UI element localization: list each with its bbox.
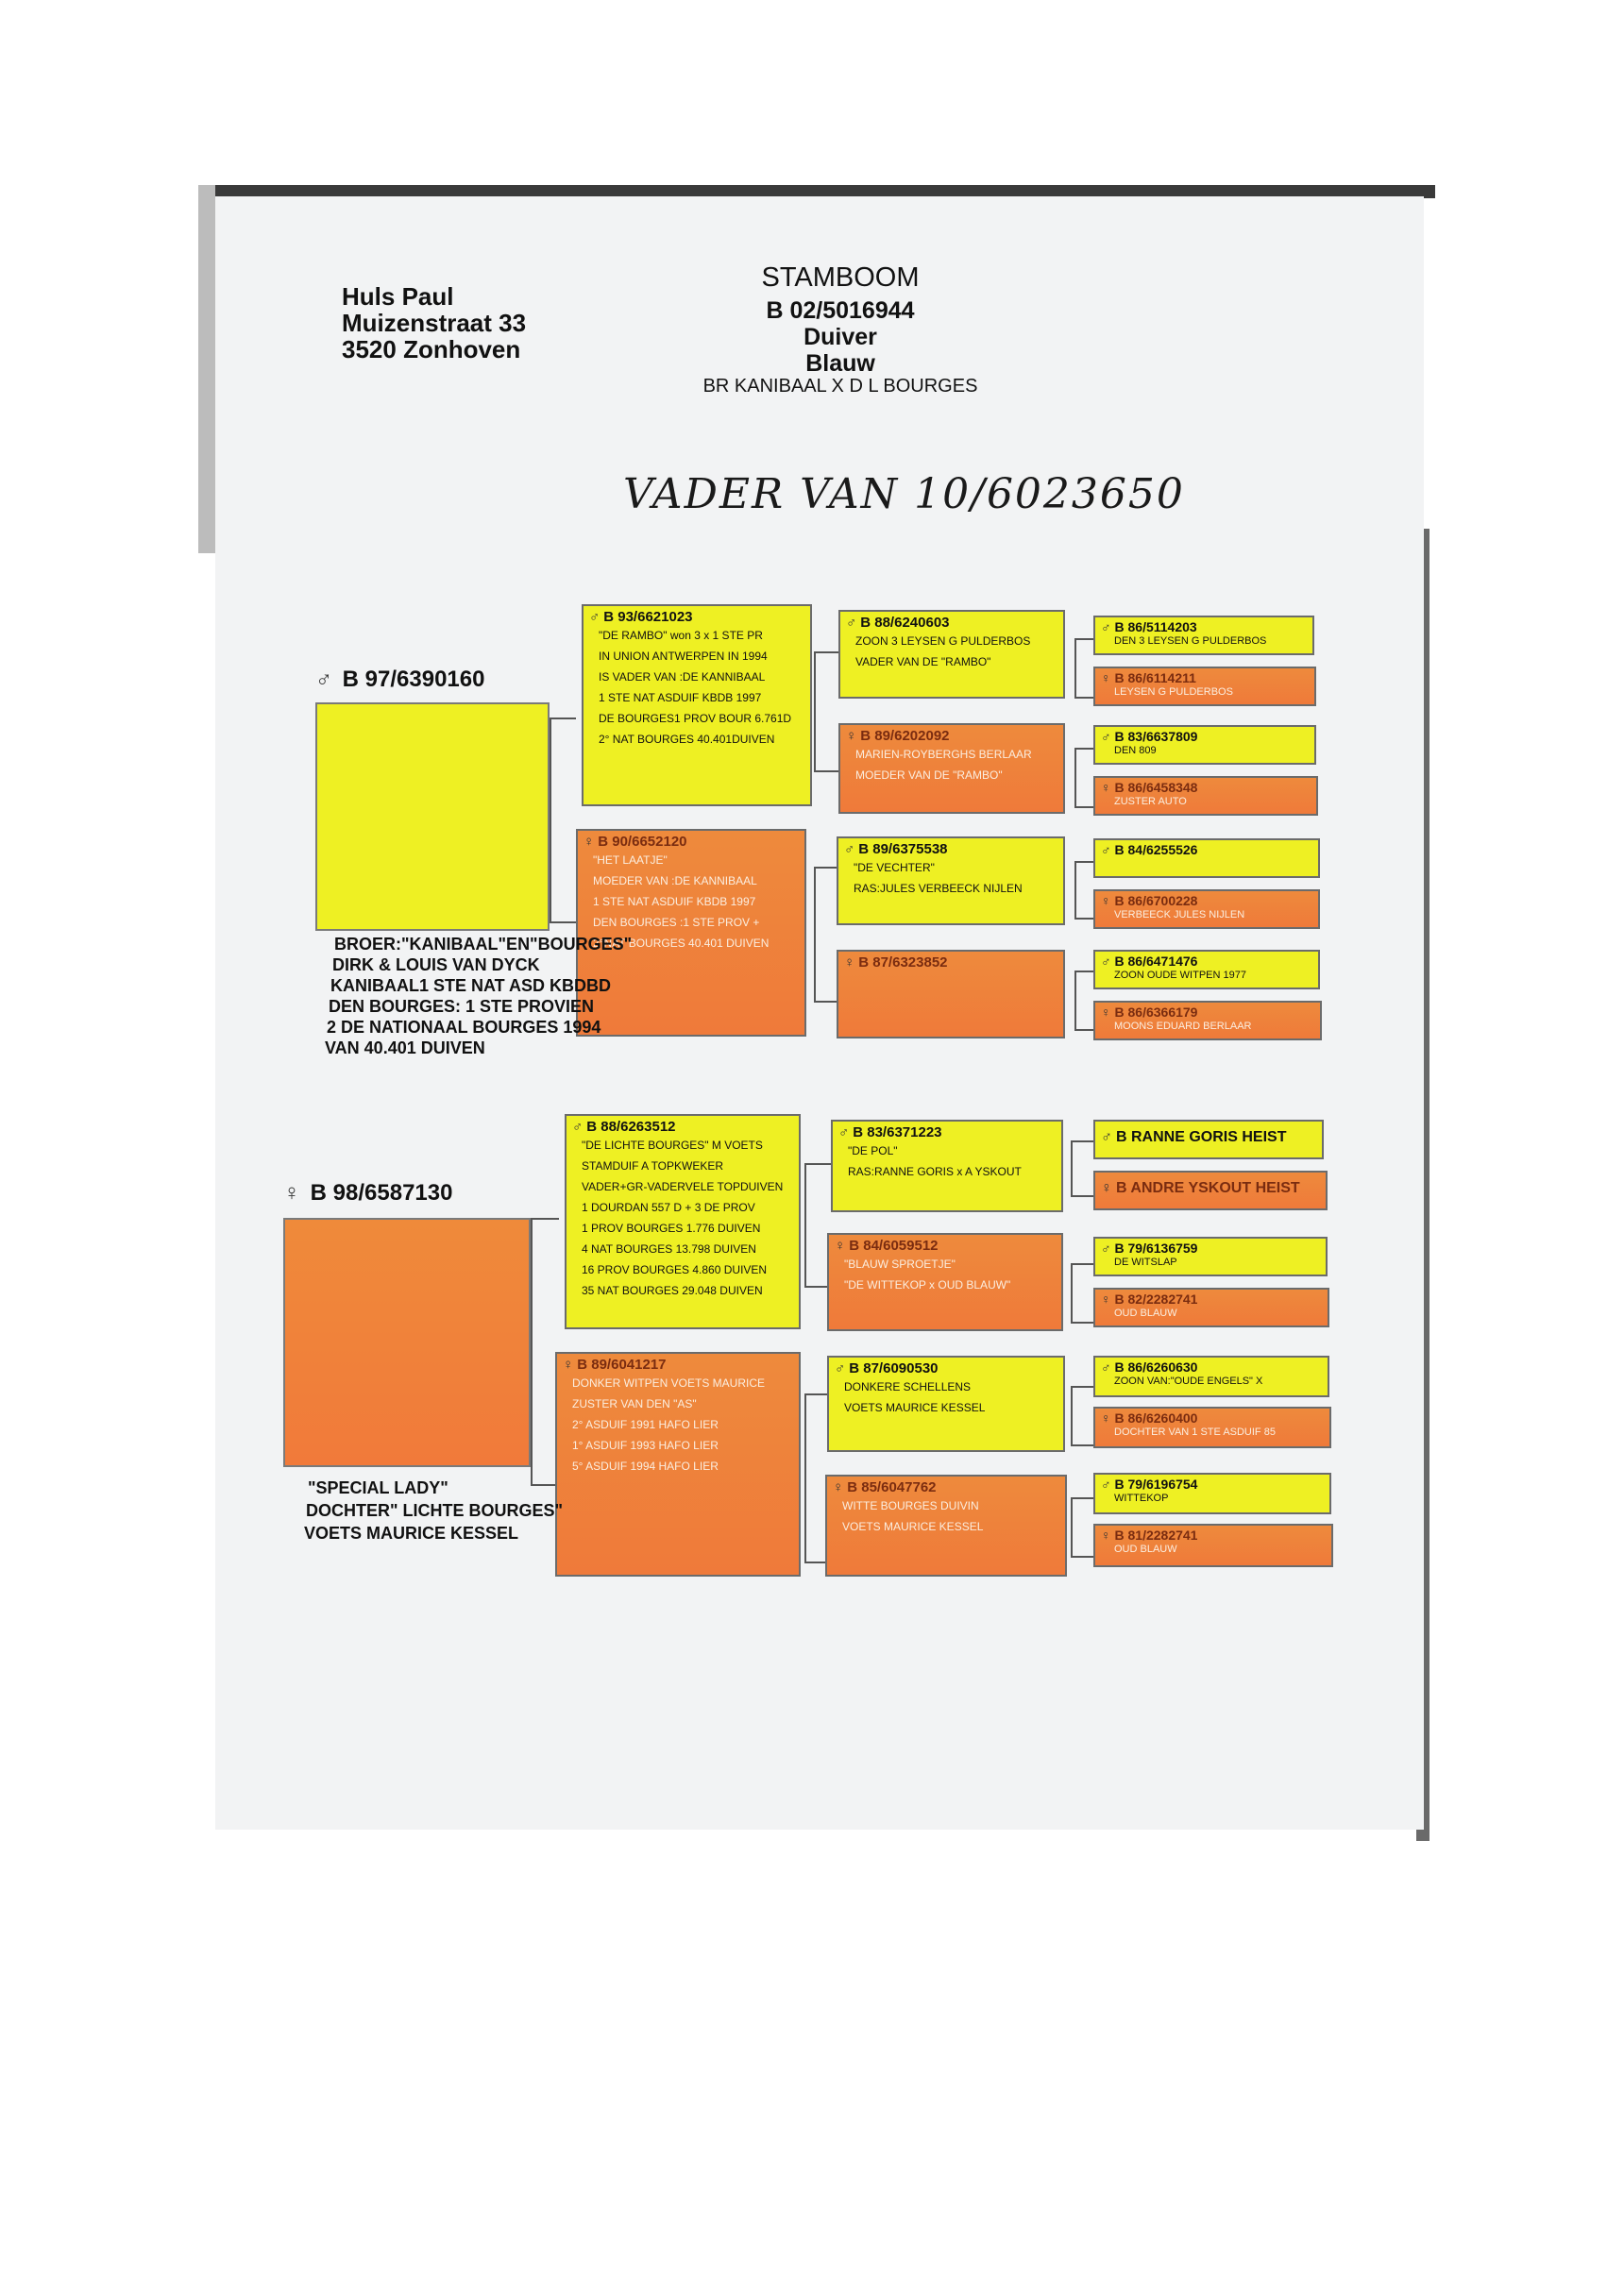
- parent-ring: ♂ B 93/6621023: [589, 609, 693, 625]
- great-grandparent-box: ♀ B 86/6260400 DOCHTER VAN 1 STE ASDUIF 85: [1093, 1407, 1331, 1448]
- parent-box-sire-sire: [582, 604, 812, 806]
- great-grandparent-box: ♂ B 79/6196754 WITTEKOP: [1093, 1473, 1331, 1514]
- parent-line: "DE LICHTE BOURGES" M VOETS: [582, 1139, 763, 1152]
- grandparent-box: ♀ B 85/6047762 WITTE BOURGES DUIVIN VOETS MAURICE KESSEL: [825, 1475, 1067, 1577]
- sire-note-line: DIRK & LOUIS VAN DYCK: [332, 955, 540, 974]
- parent-line: 1 STE NAT ASDUIF KBDB 1997: [599, 691, 762, 704]
- bracket-g7: [1071, 1386, 1095, 1446]
- male-icon: ♂: [315, 667, 332, 692]
- parent-line: 1° ASDUIF 1993 HAFO LIER: [572, 1439, 719, 1452]
- parent-line: "DE RAMBO" won 3 x 1 STE PR: [599, 629, 763, 642]
- parent-line: 4 NAT BOURGES 13.798 DUIVEN: [582, 1242, 756, 1256]
- bracket-g1: [1074, 638, 1095, 699]
- grandparent-line: "DE WITTEKOP x OUD BLAUW": [844, 1278, 1011, 1292]
- owner-name: Huls Paul: [342, 282, 454, 311]
- grandparent-line: RAS:RANNE GORIS x A YSKOUT: [848, 1165, 1022, 1178]
- parent-line: 2° NAT BOURGES 40.401DUIVEN: [599, 733, 775, 746]
- sire-note-line: KANIBAAL1 STE NAT ASD KBDBD: [330, 976, 611, 995]
- subject-color: Blauw: [805, 350, 875, 377]
- male-icon: ♂: [572, 1119, 584, 1135]
- parent-line: MOEDER VAN :DE KANNIBAAL: [593, 874, 757, 887]
- dam-note-line: VOETS MAURICE KESSEL: [304, 1524, 519, 1543]
- bracket-g2: [1074, 748, 1095, 808]
- great-grandparent-box: ♂ B 86/6471476 ZOON OUDE WITPEN 1977: [1093, 950, 1320, 989]
- grandparent-line: RAS:JULES VERBEECK NIJLEN: [854, 882, 1023, 895]
- male-icon: ♂: [835, 1360, 846, 1376]
- male-icon: ♂: [1101, 1477, 1111, 1492]
- parent-line: STAMDUIF A TOPKWEKER: [582, 1159, 724, 1173]
- parent-line: DONKER WITPEN VOETS MAURICE: [572, 1376, 766, 1390]
- great-grandparent-box: ♀ B 86/6114211 LEYSEN G PULDERBOS: [1093, 667, 1316, 706]
- great-grandparent-box: ♂ B 86/6260630 ZOON VAN:"OUDE ENGELS" X: [1093, 1356, 1329, 1397]
- parent-line: DE BOURGES1 PROV BOUR 6.761D: [599, 712, 792, 725]
- parent-line: IN UNION ANTWERPEN IN 1994: [599, 650, 768, 663]
- grandparent-box: ♂ B 88/6240603 ZOON 3 LEYSEN G PULDERBOS VADER VAN DE "RAMBO": [838, 610, 1065, 699]
- owner-city: 3520 Zonhoven: [342, 335, 521, 363]
- dam-note-line: DOCHTER" LICHTE BOURGES": [306, 1501, 564, 1520]
- bracket-g6: [1071, 1263, 1095, 1324]
- document-title: STAMBOOM: [761, 262, 920, 293]
- parent-line: 1 DOURDAN 557 D + 3 DE PROV: [582, 1201, 755, 1214]
- sire-note-line: VAN 40.401 DUIVEN: [325, 1038, 485, 1057]
- female-icon: ♀: [844, 954, 855, 971]
- dam-note-line: "SPECIAL LADY": [308, 1478, 448, 1497]
- subject-sex: Duiver: [804, 324, 877, 350]
- parent-ring: ♂ B 88/6263512: [572, 1119, 676, 1135]
- female-icon: ♀: [563, 1357, 574, 1373]
- parent-line: 5° ASDUIF 1994 HAFO LIER: [572, 1460, 719, 1473]
- sire-note-line: BROER:"KANIBAAL"EN"BOURGES": [334, 935, 633, 954]
- male-icon: ♂: [1101, 1359, 1111, 1375]
- male-icon: ♂: [846, 615, 857, 631]
- sire-note-line: DEN BOURGES: 1 STE PROVIEN: [329, 997, 595, 1016]
- sire-ring: [315, 667, 484, 693]
- male-icon: ♂: [844, 841, 855, 857]
- female-icon: ♀: [283, 1180, 300, 1206]
- grandparent-line: MOEDER VAN DE "RAMBO": [855, 768, 1003, 782]
- grandparent-box: ♂ B 83/6371223 "DE POL" RAS:RANNE GORIS x A YSKOUT: [831, 1120, 1063, 1212]
- dam-photo-box: [283, 1218, 531, 1467]
- great-grandparent-box: ♂ B 84/6255526: [1093, 838, 1320, 878]
- great-grandparent-box: ♀ B 86/6366179 MOONS EDUARD BERLAAR: [1093, 1001, 1322, 1040]
- great-grandparent-box: ♂ B RANNE GORIS HEIST: [1093, 1120, 1324, 1159]
- parent-ring: ♀ B 90/6652120: [584, 834, 687, 850]
- female-icon: ♀: [1101, 893, 1111, 908]
- grandparent-line: MARIEN-ROYBERGHS BERLAAR: [855, 748, 1032, 761]
- great-grandparent-box: ♀ B 82/2282741 OUD BLAUW: [1093, 1288, 1329, 1327]
- female-icon: ♀: [1101, 670, 1111, 685]
- grandparent-line: VADER VAN DE "RAMBO": [855, 655, 991, 668]
- great-grandparent-box: ♀ B ANDRE YSKOUT HEIST: [1093, 1171, 1328, 1210]
- subject-ring-number: B 02/5016944: [766, 297, 915, 324]
- parent-line: DEN BOURGES :1 STE PROV +: [593, 916, 760, 929]
- sire-ring-number: B 97/6390160: [342, 667, 485, 692]
- grandparent-line: "BLAUW SPROETJE": [844, 1258, 956, 1271]
- great-grandparent-box: ♂ B 79/6136759 DE WITSLAP: [1093, 1237, 1328, 1276]
- great-grandparent-box: ♀ B 86/6700228 VERBEECK JULES NIJLEN: [1093, 889, 1320, 929]
- parent-line: 35 NAT BOURGES 29.048 DUIVEN: [582, 1284, 763, 1297]
- parent-line: 2°NAT BOURGES 40.401 DUIVEN: [593, 937, 770, 950]
- parent-line: 1 STE NAT ASDUIF KBDB 1997: [593, 895, 756, 908]
- grandparent-line: VOETS MAURICE KESSEL: [844, 1401, 986, 1414]
- bracket-g8: [1071, 1497, 1095, 1558]
- female-icon: ♀: [1101, 780, 1111, 795]
- parent-line: ZUSTER VAN DEN "AS": [572, 1397, 697, 1410]
- male-icon: ♂: [838, 1124, 850, 1140]
- male-icon: ♂: [1101, 729, 1111, 744]
- parent-line: "HET LAATJE": [593, 853, 668, 867]
- female-icon: ♀: [835, 1238, 846, 1254]
- dam-ring: [283, 1180, 452, 1207]
- male-icon: ♂: [1101, 1241, 1111, 1256]
- parent-line: 2° ASDUIF 1991 HAFO LIER: [572, 1418, 719, 1431]
- grandparent-box: ♀ B 84/6059512 "BLAUW SPROETJE" "DE WITTEKOP x OUD BLAUW": [827, 1233, 1063, 1331]
- grandparent-box: ♀ B 89/6202092 MARIEN-ROYBERGHS BERLAAR MOEDER VAN DE "RAMBO": [838, 723, 1065, 814]
- parent-box-dam-sire: [565, 1114, 801, 1329]
- grandparent-line: "DE VECHTER": [854, 861, 935, 874]
- grandparent-box: ♀ B 87/6323852: [837, 950, 1065, 1038]
- parent-ring: ♀ B 89/6041217: [563, 1357, 667, 1373]
- grandparent-box: ♂ B 87/6090530 DONKERE SCHELLENS VOETS MAURICE KESSEL: [827, 1356, 1065, 1452]
- sire-bracket: [550, 718, 576, 923]
- great-grandparent-box: ♀ B 81/2282741 OUD BLAUW: [1093, 1524, 1333, 1567]
- male-icon: ♂: [1101, 1129, 1112, 1145]
- great-grandparent-box: ♂ B 86/5114203 DEN 3 LEYSEN G PULDERBOS: [1093, 616, 1314, 655]
- great-grandparent-box: ♂ B 83/6637809 DEN 809: [1093, 725, 1316, 765]
- parent-line: 16 PROV BOURGES 4.860 DUIVEN: [582, 1263, 768, 1276]
- sire-photo-box: [315, 702, 550, 931]
- male-icon: ♂: [1101, 842, 1111, 857]
- female-icon: ♀: [1101, 1180, 1112, 1196]
- female-icon: ♀: [1101, 1528, 1111, 1543]
- male-icon: ♂: [1101, 954, 1111, 969]
- male-icon: ♂: [1101, 619, 1111, 634]
- parent-box-dam-dam: [555, 1352, 801, 1577]
- female-icon: ♀: [1101, 1292, 1111, 1307]
- bracket-g4: [1074, 971, 1095, 1031]
- great-grandparent-box: ♀ B 86/6458348 ZUSTER AUTO: [1093, 776, 1318, 816]
- owner-street: Muizenstraat 33: [342, 309, 527, 337]
- dam-ring-number: B 98/6587130: [310, 1180, 453, 1206]
- sire-note-line: 2 DE NATIONAAL BOURGES 1994: [327, 1018, 601, 1037]
- grandparent-box: ♂ B 89/6375538 "DE VECHTER" RAS:JULES VERBEECK NIJLEN: [837, 836, 1065, 925]
- handwritten-note: VADER VAN 10/6023650: [623, 470, 1185, 518]
- bracket-g3: [1074, 861, 1095, 920]
- female-icon: ♀: [584, 834, 595, 850]
- grandparent-line: ZOON 3 LEYSEN G PULDERBOS: [855, 634, 1031, 648]
- bracket-p1: [814, 651, 840, 772]
- grandparent-line: VOETS MAURICE KESSEL: [842, 1520, 984, 1533]
- parent-line: VADER+GR-VADERVELE TOPDUIVEN: [582, 1180, 784, 1193]
- female-icon: ♀: [1101, 1004, 1111, 1020]
- subject-cross: BR KANIBAAL X D L BOURGES: [702, 376, 978, 397]
- parent-line: 1 PROV BOURGES 1.776 DUIVEN: [582, 1222, 761, 1235]
- scan-left-shadow: [198, 185, 215, 553]
- grandparent-line: "DE POL": [848, 1144, 898, 1157]
- grandparent-line: DONKERE SCHELLENS: [844, 1380, 972, 1393]
- female-icon: ♀: [833, 1479, 844, 1495]
- grandparent-line: WITTE BOURGES DUIVIN: [842, 1499, 979, 1512]
- parent-box-sire-dam: [576, 829, 806, 1037]
- parent-line: IS VADER VAN :DE KANNIBAAL: [599, 670, 766, 684]
- bracket-g5: [1071, 1140, 1095, 1197]
- female-icon: ♀: [1101, 1410, 1111, 1426]
- female-icon: ♀: [846, 728, 857, 744]
- male-icon: ♂: [589, 609, 601, 625]
